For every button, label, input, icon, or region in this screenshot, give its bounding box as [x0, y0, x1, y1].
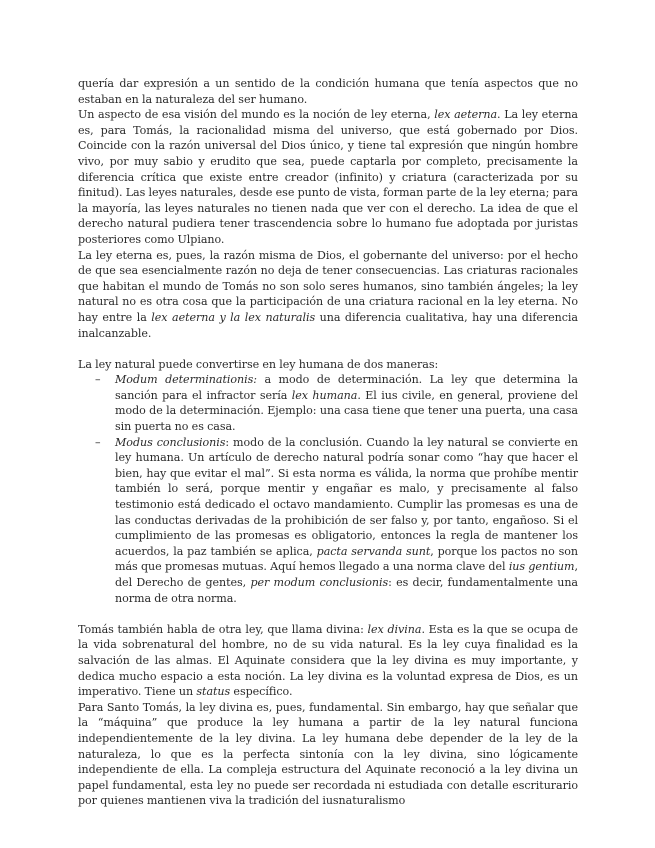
paragraph-3-text-c: una diferencia cualitativa, hay una diferencia inalcanzable. — [78, 310, 578, 340]
list-bullet: – — [95, 435, 101, 449]
list-item-determinationis — [78, 372, 578, 434]
paragraph-3 — [78, 248, 578, 342]
paragraph-5-italic-status: status — [196, 685, 231, 699]
list-item-2-term: Modus conclusionis — [115, 435, 226, 449]
paragraph-3-italic: lex aeterna y la lex naturalis — [151, 310, 316, 324]
paragraph-2-italic: lex aeterna — [434, 108, 498, 122]
paragraph-1: quería dar expresión a un sentido de la condición humana que tenía aspectos que no estaban en la naturaleza del ser humano. — [78, 77, 578, 106]
list-item-1-text-d: . El ius civile, en general, proviene del modo de la determinación. Ejemplo: una casa tiene que tener una puerta, una casa sin puerta no es casa. — [115, 388, 578, 434]
modes-list — [78, 372, 578, 606]
paragraph-2 — [78, 107, 578, 247]
paragraph-3-text-a: La ley eterna es, pues, la razón misma de Dios, el gobernante del universo: por el hecho de que sea esencialmente razón no deja de tener consecuencias. Las criaturas racionales que habitan el mundo de Tomás no son solo seres humanos, sino también ángeles; la ley natural no es otra cosa que la participación de una criatura racional en la ley eterna. No hay entre la — [78, 248, 578, 324]
list-item-1-term: Modum determinationis: — [115, 373, 257, 387]
paragraph-5-text-e: específico. — [230, 685, 293, 699]
document-page — [78, 76, 578, 809]
list-item-2-italic-per-modum: per modum conclusionis — [250, 576, 389, 589]
list-item-2-italic-ius-gentium: ius gentium — [508, 560, 575, 574]
list-item-conclusionis — [78, 435, 578, 607]
paragraph-5-italic-lex-divina: lex divina — [367, 622, 422, 636]
paragraph-2-text-c: . La ley eterna es, para Tomás, la racionalidad misma del universo, que está gobernado por Dios. Coincide con la razón universal del Dios único, y tiene tal expresión que ningún hombre vivo, por muy sabio y erudito que sea, puede captarla por completo, precisamente la diferencia crítica que existe entre creador (infinito) y criatura (caracterizada por su finitud). Las leyes naturales, desde ese punto de vista, forman parte de la ley eterna; para la mayoría, las leyes naturales no tienen nada que ver con el derecho. La idea de que el derecho natural pudiera tener trascendencia sobre lo humano fue adoptada por juristas posteriores como Ulpiano. — [78, 108, 578, 246]
list-item-1-italic: lex humana — [291, 388, 358, 402]
list-item-2-text-d: , porque los pactos no son más que promesas mutuas. Aquí hemos llegado a una norma clave del — [115, 544, 578, 574]
paragraph-5 — [78, 622, 578, 700]
paragraph-2-text-a: Un aspecto de esa visión del mundo es la noción de ley eterna, — [78, 108, 435, 122]
list-item-2-text-b: : modo de la conclusión. Cuando la ley natural se convierte en ley humana. Un artículo de derecho natural podría sonar como “hay que hacer el bien, hay que evitar el mal”. Si esta norma es válida, la norma que prohíbe mentir también lo será, porque mentir y engañar es malo, y precisamente al falso testimonio está dedicado el octavo mandamiento. Cumplir las promesas es una de las conductas derivadas de la prohibición de ser falso y, por tanto, engañoso. Si el cumplimiento de las promesas es obligatorio, entonces la regla de mantener los acuerdos, la paz también se aplica, — [115, 435, 579, 558]
paragraph-gap — [78, 606, 578, 622]
paragraph-6: Para Santo Tomás, la ley divina es, pues, fundamental. Sin embargo, hay que señalar que la “máquina” que produce la ley humana a partir de la ley natural funciona independientemente de la ley divina. La ley humana debe depender de la ley de la naturaleza, lo que es la perfecta sintonía con la ley divina, sino lógicamente independiente de ella. La compleja estructura del Aquinate reconoció a la ley divina un papel fundamental, esta ley no puede ser recordada ni estudiada con detalle escriturario por quienes mantienen viva la tradición del iusnaturalismo — [78, 700, 578, 808]
list-item-1-text-b: a modo de determinación. La ley que determina la sanción para el infractor sería — [115, 373, 578, 402]
paragraph-5-text-c: . Esta es la que se ocupa de la vida sobrenatural del hombre, no de su vida natural. Es la ley cuya finalidad es la salvación de las almas. El Aquinate considera que la ley divina es muy importante, y dedica mucho espacio a esta noción. La ley divina es la voluntad expresa de Dios, es un imperativo. Tiene un — [78, 622, 578, 699]
paragraph-4: La ley natural puede convertirse en ley humana de dos maneras: — [78, 357, 439, 371]
paragraph-gap — [78, 341, 578, 357]
list-item-2-text-h: : es decir, fundamentalmente una norma de otra norma. — [115, 576, 578, 605]
list-item-2-text-f: , del Derecho de gentes, — [115, 560, 578, 589]
paragraph-5-text-a: Tomás también habla de otra ley, que llama divina: — [78, 622, 368, 636]
list-bullet: – — [95, 373, 101, 387]
list-item-2-italic-pacta: pacta servanda sunt — [316, 544, 431, 558]
